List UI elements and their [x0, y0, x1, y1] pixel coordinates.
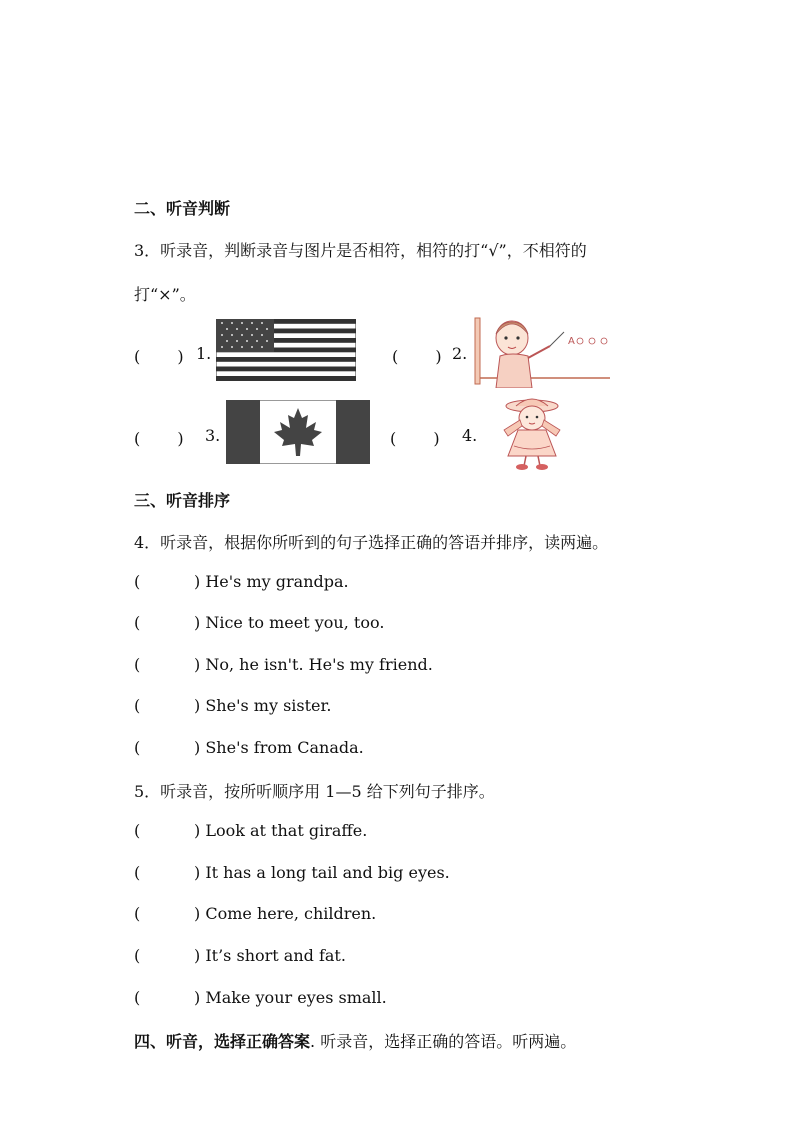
question-5-text: 5．听录音，按所听顺序用 1—5 给下列句子排序。	[134, 782, 495, 801]
q4-item-4	[134, 696, 331, 715]
answer-paren-open: (	[134, 946, 141, 965]
item-4-paren: ( )	[390, 429, 440, 448]
q4-item-2	[134, 613, 384, 632]
item-3-paren: ( )	[134, 429, 184, 448]
q4-item-1	[134, 572, 349, 591]
sentence-text: Come here, children.	[205, 904, 377, 923]
item-2-paren: ( )	[392, 347, 442, 366]
q5-item-3	[134, 904, 376, 923]
answer-paren-close: )	[194, 696, 201, 715]
answer-paren-open: (	[134, 738, 141, 757]
answer-paren-open: (	[134, 904, 141, 923]
sentence-text: No, he isn't. He's my friend.	[205, 655, 433, 674]
section-3-heading: 三、听音排序	[134, 491, 231, 510]
q5-item-5	[134, 988, 387, 1007]
answer-paren-open: (	[134, 655, 141, 674]
sentence-text: She's from Canada.	[205, 738, 364, 757]
q4-item-5	[134, 738, 364, 757]
answer-paren-open: (	[134, 988, 141, 1007]
sentence-text: Look at that giraffe.	[205, 821, 368, 840]
question-3-line-1: 3．听录音，判断录音与图片是否相符，相符的打“√”，不相符的	[134, 241, 587, 260]
section-2-heading: 二、听音判断	[134, 199, 231, 218]
question-3-line-2: 打“×”。	[134, 285, 196, 304]
answer-paren-close: )	[194, 613, 201, 632]
q4-item-3	[134, 655, 433, 674]
sentence-text: Nice to meet you, too.	[205, 613, 385, 632]
section-4-heading: 四、听音，选择正确答案	[134, 1032, 311, 1051]
sentence-text: Make your eyes small.	[205, 988, 387, 1007]
answer-paren-close: )	[194, 655, 201, 674]
sentence-text: She's my sister.	[205, 696, 332, 715]
answer-paren-open: (	[134, 572, 141, 591]
sentence-text: It’s short and fat.	[205, 946, 346, 965]
answer-paren-close: )	[194, 904, 201, 923]
q5-item-4	[134, 946, 346, 965]
canada-flag-image	[226, 400, 370, 464]
answer-paren-close: )	[194, 572, 201, 591]
section-4-text: . 听录音，选择正确的答语。听两遍。	[310, 1032, 577, 1051]
teacher-at-board-image	[472, 316, 612, 388]
item-3-number: 3.	[205, 426, 221, 445]
section-4-line	[134, 1029, 576, 1052]
item-1-number: 1.	[196, 344, 212, 363]
item-4-number: 4.	[462, 426, 478, 445]
answer-paren-open: (	[134, 696, 141, 715]
answer-paren-close: )	[194, 738, 201, 757]
q5-item-2	[134, 863, 450, 882]
question-4-text: 4．听录音，根据你所听到的句子选择正确的答语并排序，读两遍。	[134, 533, 609, 552]
answer-paren-open: (	[134, 863, 141, 882]
item-1-paren: ( )	[134, 347, 184, 366]
q5-item-1	[134, 821, 367, 840]
answer-paren-open: (	[134, 613, 141, 632]
answer-paren-close: )	[194, 821, 201, 840]
answer-paren-open: (	[134, 821, 141, 840]
sentence-text: It has a long tail and big eyes.	[205, 863, 450, 882]
answer-paren-close: )	[194, 946, 201, 965]
girl-in-dress-image	[484, 394, 580, 472]
svg-text:A: A	[568, 336, 575, 347]
answer-paren-close: )	[194, 863, 201, 882]
answer-paren-close: )	[194, 988, 201, 1007]
usa-flag-image	[216, 319, 356, 381]
item-2-number: 2.	[452, 344, 468, 363]
sentence-text: He's my grandpa.	[205, 572, 349, 591]
